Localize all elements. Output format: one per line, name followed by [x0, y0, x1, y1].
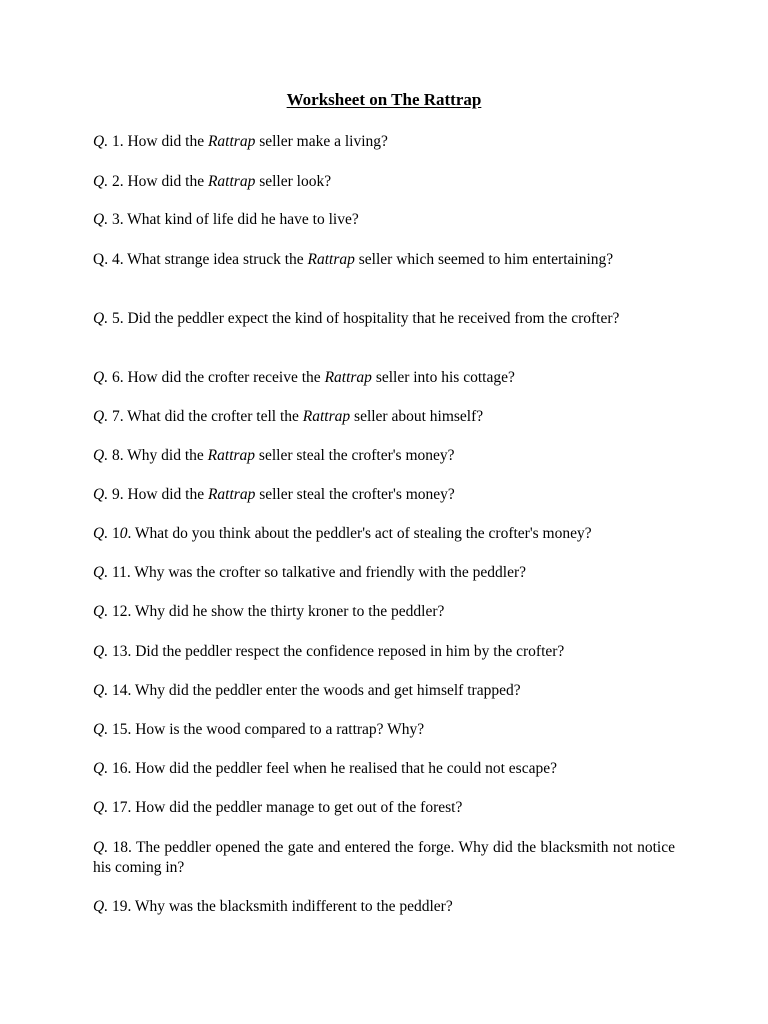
question-item: [93, 407, 675, 427]
question-prefix: Q.: [93, 447, 109, 464]
question-prefix: Q.: [93, 408, 109, 425]
question-item: [93, 681, 675, 701]
question-prefix: Q.: [93, 564, 109, 581]
question-text: 5. Did the peddler expect the kind of hospitality that he received from the crofter?: [108, 310, 620, 327]
question-text: seller make a living?: [255, 133, 388, 150]
question-text: 3. What kind of life did he have to live?: [108, 211, 359, 228]
question-item: [93, 210, 675, 230]
question-prefix: Q.: [93, 525, 109, 542]
question-prefix: Q.: [93, 603, 109, 620]
question-prefix: Q.: [93, 369, 109, 386]
question-item: [93, 720, 675, 740]
question-text: 9. How did the: [108, 486, 208, 503]
question-text: seller look?: [255, 173, 332, 190]
question-prefix: Q.: [93, 251, 109, 268]
question-prefix: Q.: [93, 486, 109, 503]
question-text: 12. Why did he show the thirty kroner to the peddler?: [108, 603, 445, 620]
question-prefix: Q.: [93, 211, 109, 228]
question-text: 7. What did the crofter tell the: [108, 408, 303, 425]
question-item: [93, 485, 675, 505]
question-text: seller steal the crofter's money?: [255, 447, 455, 464]
question-item: [93, 759, 675, 779]
question-emphasis: Rattrap: [324, 369, 372, 386]
question-text: 8. Why did the: [108, 447, 208, 464]
question-prefix: Q.: [93, 133, 109, 150]
question-text: 1. How did the: [108, 133, 208, 150]
question-item: [93, 798, 675, 818]
question-text: seller into his cottage?: [371, 369, 515, 386]
question-item: [93, 250, 675, 270]
question-prefix: Q.: [93, 173, 109, 190]
question-text: 14. Why did the peddler enter the woods and get himself trapped?: [108, 682, 521, 699]
question-text: 11. Why was the crofter so talkative and friendly with the peddler?: [108, 564, 527, 581]
question-prefix: Q.: [93, 839, 109, 856]
question-emphasis: Rattrap: [302, 408, 351, 425]
question-prefix: Q.: [93, 799, 109, 816]
question-prefix: Q.: [93, 760, 109, 777]
question-item: [93, 897, 675, 917]
question-emphasis: Rattrap: [207, 447, 256, 464]
question-emphasis: Rattrap: [207, 133, 256, 150]
question-text: . What do you think about the peddler's act of stealing the crofter's money?: [127, 525, 592, 542]
question-text: seller about himself?: [350, 408, 484, 425]
question-text: seller which seemed to him entertaining?: [354, 251, 614, 268]
question-emphasis: Rattrap: [307, 251, 355, 268]
question-prefix: Q.: [93, 682, 109, 699]
question-text: 15. How is the wood compared to a rattrap? Why?: [108, 721, 425, 738]
question-item: [93, 838, 675, 878]
question-text: 19. Why was the blacksmith indifferent to the peddler?: [108, 898, 453, 915]
question-emphasis: Rattrap: [207, 486, 256, 503]
question-emphasis: 0: [119, 525, 128, 542]
question-text: 6. How did the crofter receive the: [108, 369, 325, 386]
question-item: [93, 524, 675, 544]
question-text: 18. The peddler opened the gate and entered the forge. Why did the blacksmith not notice his coming in?: [93, 839, 675, 876]
question-item: [93, 132, 675, 152]
question-text: 17. How did the peddler manage to get out of the forest?: [108, 799, 463, 816]
page-title: Worksheet on The Rattrap: [286, 90, 482, 109]
question-item: [93, 642, 675, 662]
question-text: 13. Did the peddler respect the confidence reposed in him by the crofter?: [108, 643, 565, 660]
question-item: [93, 563, 675, 583]
question-prefix: Q.: [93, 310, 109, 327]
question-text: 16. How did the peddler feel when he realised that he could not escape?: [108, 760, 557, 777]
question-item: [93, 309, 675, 329]
question-prefix: Q.: [93, 721, 109, 738]
question-text: seller steal the crofter's money?: [255, 486, 455, 503]
question-item: [93, 446, 675, 466]
question-text: 2. How did the: [108, 173, 208, 190]
question-emphasis: Rattrap: [207, 173, 256, 190]
question-item: [93, 602, 675, 622]
question-item: [93, 368, 675, 388]
question-text: 4. What strange idea struck the: [108, 251, 308, 268]
question-item: [93, 172, 675, 192]
question-prefix: Q.: [93, 643, 109, 660]
question-text: 1: [108, 525, 120, 542]
question-prefix: Q.: [93, 898, 109, 915]
